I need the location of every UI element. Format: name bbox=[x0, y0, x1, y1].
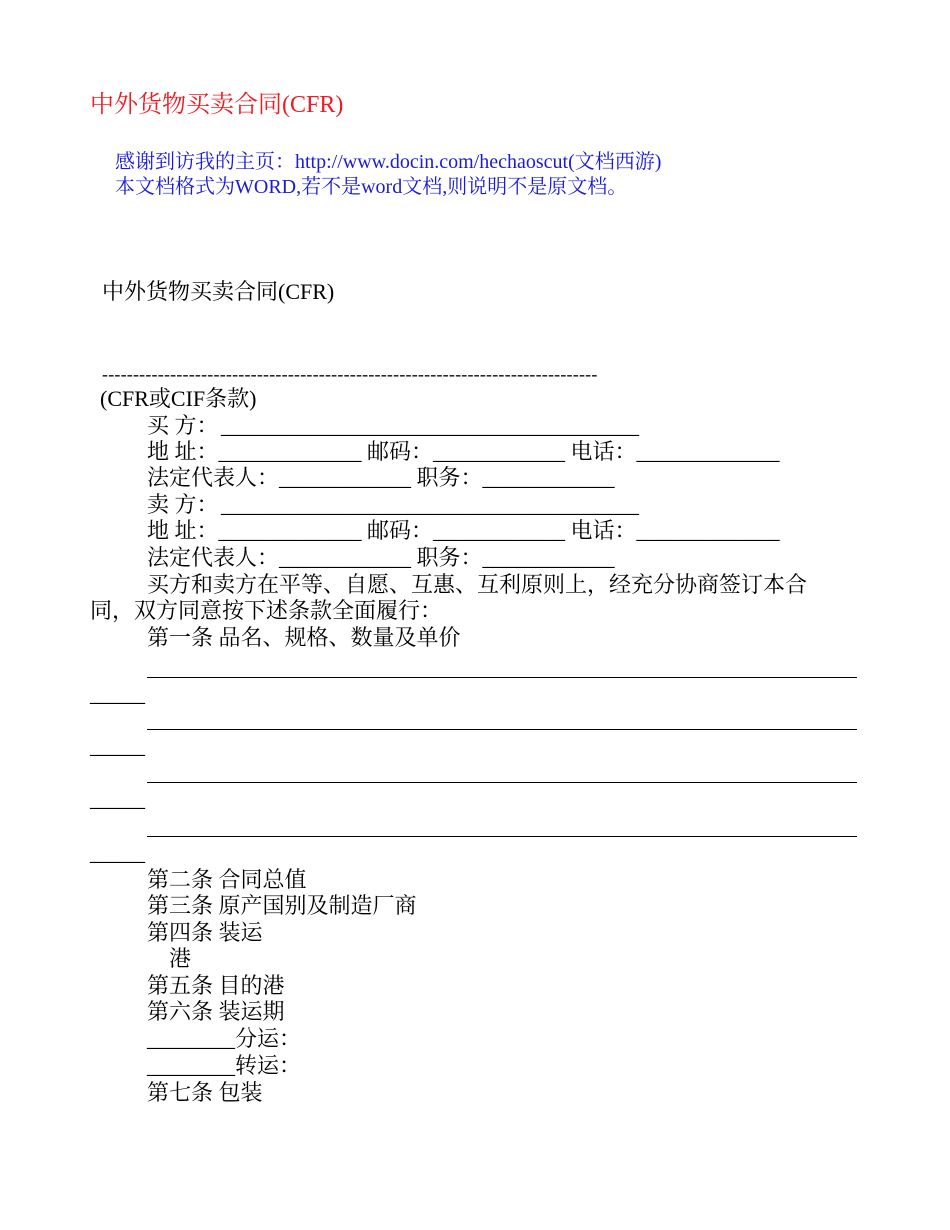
article-1-blank-1 bbox=[147, 677, 857, 678]
buyer-representative-line: 法定代表人：____________ 职务：____________ bbox=[147, 465, 615, 490]
article-4-port: 港 bbox=[169, 946, 192, 971]
seller-representative-line: 法定代表人：____________ 职务：____________ bbox=[147, 545, 615, 570]
article-1-heading: 第一条 品名、规格、数量及单价 bbox=[147, 625, 461, 650]
format-note: 本文档格式为WORD,若不是word文档,则说明不是原文档。 bbox=[115, 176, 628, 198]
separator-line: -------------------------------------------------------------------------------- bbox=[102, 364, 598, 384]
article-1-blank-2 bbox=[147, 729, 857, 730]
partial-shipment-line: ________分运： bbox=[147, 1026, 302, 1051]
article-3-heading: 第三条 原产国别及制造厂商 bbox=[147, 893, 417, 918]
seller-label: 卖 方： bbox=[147, 492, 219, 517]
article-1-blank-2-cont: _____ bbox=[90, 733, 145, 758]
buyer-address-line: 地 址：_____________ 邮码：____________ 电话：_____________ bbox=[147, 439, 780, 464]
article-1-blank-4 bbox=[147, 836, 857, 837]
article-7-heading: 第七条 包装 bbox=[147, 1080, 263, 1105]
article-5-heading: 第五条 目的港 bbox=[147, 973, 285, 998]
clause-type: (CFR或CIF条款) bbox=[100, 386, 257, 411]
transshipment-line: ________转运： bbox=[147, 1053, 302, 1078]
buyer-label: 买 方： bbox=[147, 413, 219, 438]
article-1-blank-3 bbox=[147, 782, 857, 783]
homepage-thanks: 感谢到访我的主页：http://www.docin.com/hechaoscut(文档西游) bbox=[115, 151, 662, 173]
document-title: 中外货物买卖合同(CFR) bbox=[102, 279, 335, 304]
article-2-heading: 第二条 合同总值 bbox=[147, 867, 307, 892]
article-1-blank-1-cont: _____ bbox=[90, 681, 145, 706]
seller-blank: ______________________________________ bbox=[221, 492, 639, 517]
article-4-heading: 第四条 装运 bbox=[147, 920, 263, 945]
article-1-blank-4-cont: _____ bbox=[90, 840, 145, 865]
intro-paragraph-line-1: 买方和卖方在平等、自愿、互惠、互利原则上，经充分协商签订本合 bbox=[147, 572, 808, 597]
article-1-blank-3-cont: _____ bbox=[90, 786, 145, 811]
header-title: 中外货物买卖合同(CFR) bbox=[90, 92, 344, 118]
intro-paragraph-line-2: 同，双方同意按下述条款全面履行： bbox=[90, 598, 443, 623]
buyer-blank: ______________________________________ bbox=[221, 413, 639, 438]
seller-address-line: 地 址：_____________ 邮码：____________ 电话：_____________ bbox=[147, 518, 780, 543]
article-6-heading: 第六条 装运期 bbox=[147, 999, 285, 1024]
